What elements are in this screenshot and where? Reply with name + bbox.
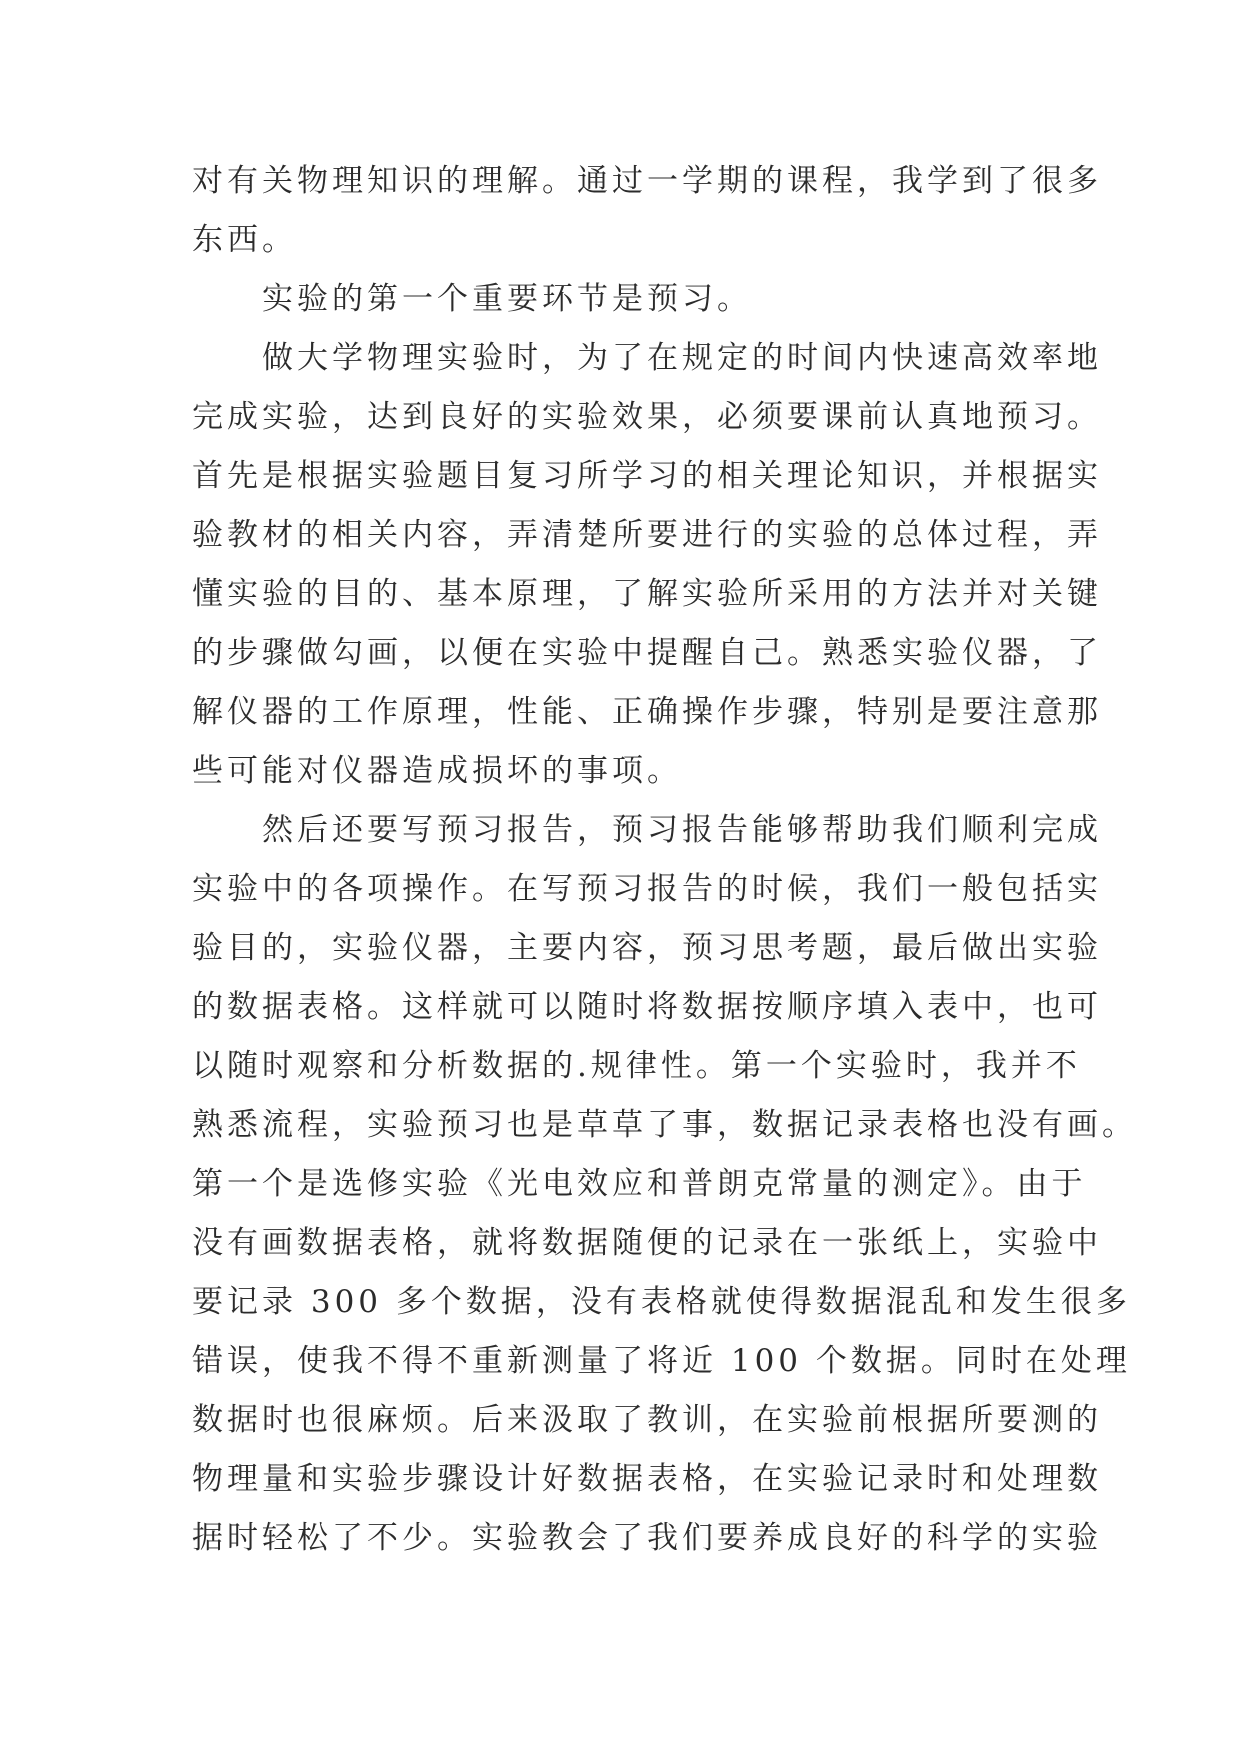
text-line: 懂实验的目的、基本原理，了解实验所采用的方法并对关键 [192, 576, 1102, 612]
text-line: 物理量和实验步骤设计好数据表格，在实验记录时和处理数 [192, 1461, 1102, 1497]
text-line: 要记录 300 多个数据，没有表格就使得数据混乱和发生很多 [192, 1284, 1131, 1320]
text-line: 验目的，实验仪器，主要内容，预习思考题，最后做出实验 [192, 930, 1102, 966]
text-line: 东西。 [192, 222, 297, 258]
paragraph-first-line: 做大学物理实验时，为了在规定的时间内快速高效率地 [262, 340, 1102, 376]
text-line: 的步骤做勾画，以便在实验中提醒自己。熟悉实验仪器，了 [192, 635, 1102, 671]
text-line: 些可能对仪器造成损坏的事项。 [192, 753, 682, 789]
text-line: 数据时也很麻烦。后来汲取了教训，在实验前根据所要测的 [192, 1402, 1102, 1438]
text-line: 完成实验，达到良好的实验效果，必须要课前认真地预习。 [192, 399, 1102, 435]
text-line: 实验中的各项操作。在写预习报告的时候，我们一般包括实 [192, 871, 1102, 907]
text-line: 的数据表格。这样就可以随时将数据按顺序填入表中，也可 [192, 989, 1102, 1025]
paragraph-first-line: 实验的第一个重要环节是预习。 [262, 281, 752, 317]
text-line: 第一个是选修实验《光电效应和普朗克常量的测定》。由于 [192, 1166, 1087, 1202]
text-line: 验教材的相关内容，弄清楚所要进行的实验的总体过程，弄 [192, 517, 1102, 553]
text-line: 没有画数据表格，就将数据随便的记录在一张纸上，实验中 [192, 1225, 1102, 1261]
text-line: 据时轻松了不少。实验教会了我们要养成良好的科学的实验 [192, 1520, 1102, 1556]
text-line: 熟悉流程，实验预习也是草草了事，数据记录表格也没有画。 [192, 1107, 1137, 1143]
text-line: 错误，使我不得不重新测量了将近 100 个数据。同时在处理 [192, 1343, 1131, 1379]
body-text [192, 152, 1137, 1568]
text-line: 以随时观察和分析数据的.规律性。第一个实验时，我并不 [192, 1048, 1081, 1084]
paragraph-first-line: 然后还要写预习报告，预习报告能够帮助我们顺利完成 [262, 812, 1102, 848]
text-line: 对有关物理知识的理解。通过一学期的课程，我学到了很多 [192, 163, 1102, 199]
text-line: 首先是根据实验题目复习所学习的相关理论知识，并根据实 [192, 458, 1102, 494]
text-line: 解仪器的工作原理，性能、正确操作步骤，特别是要注意那 [192, 694, 1102, 730]
